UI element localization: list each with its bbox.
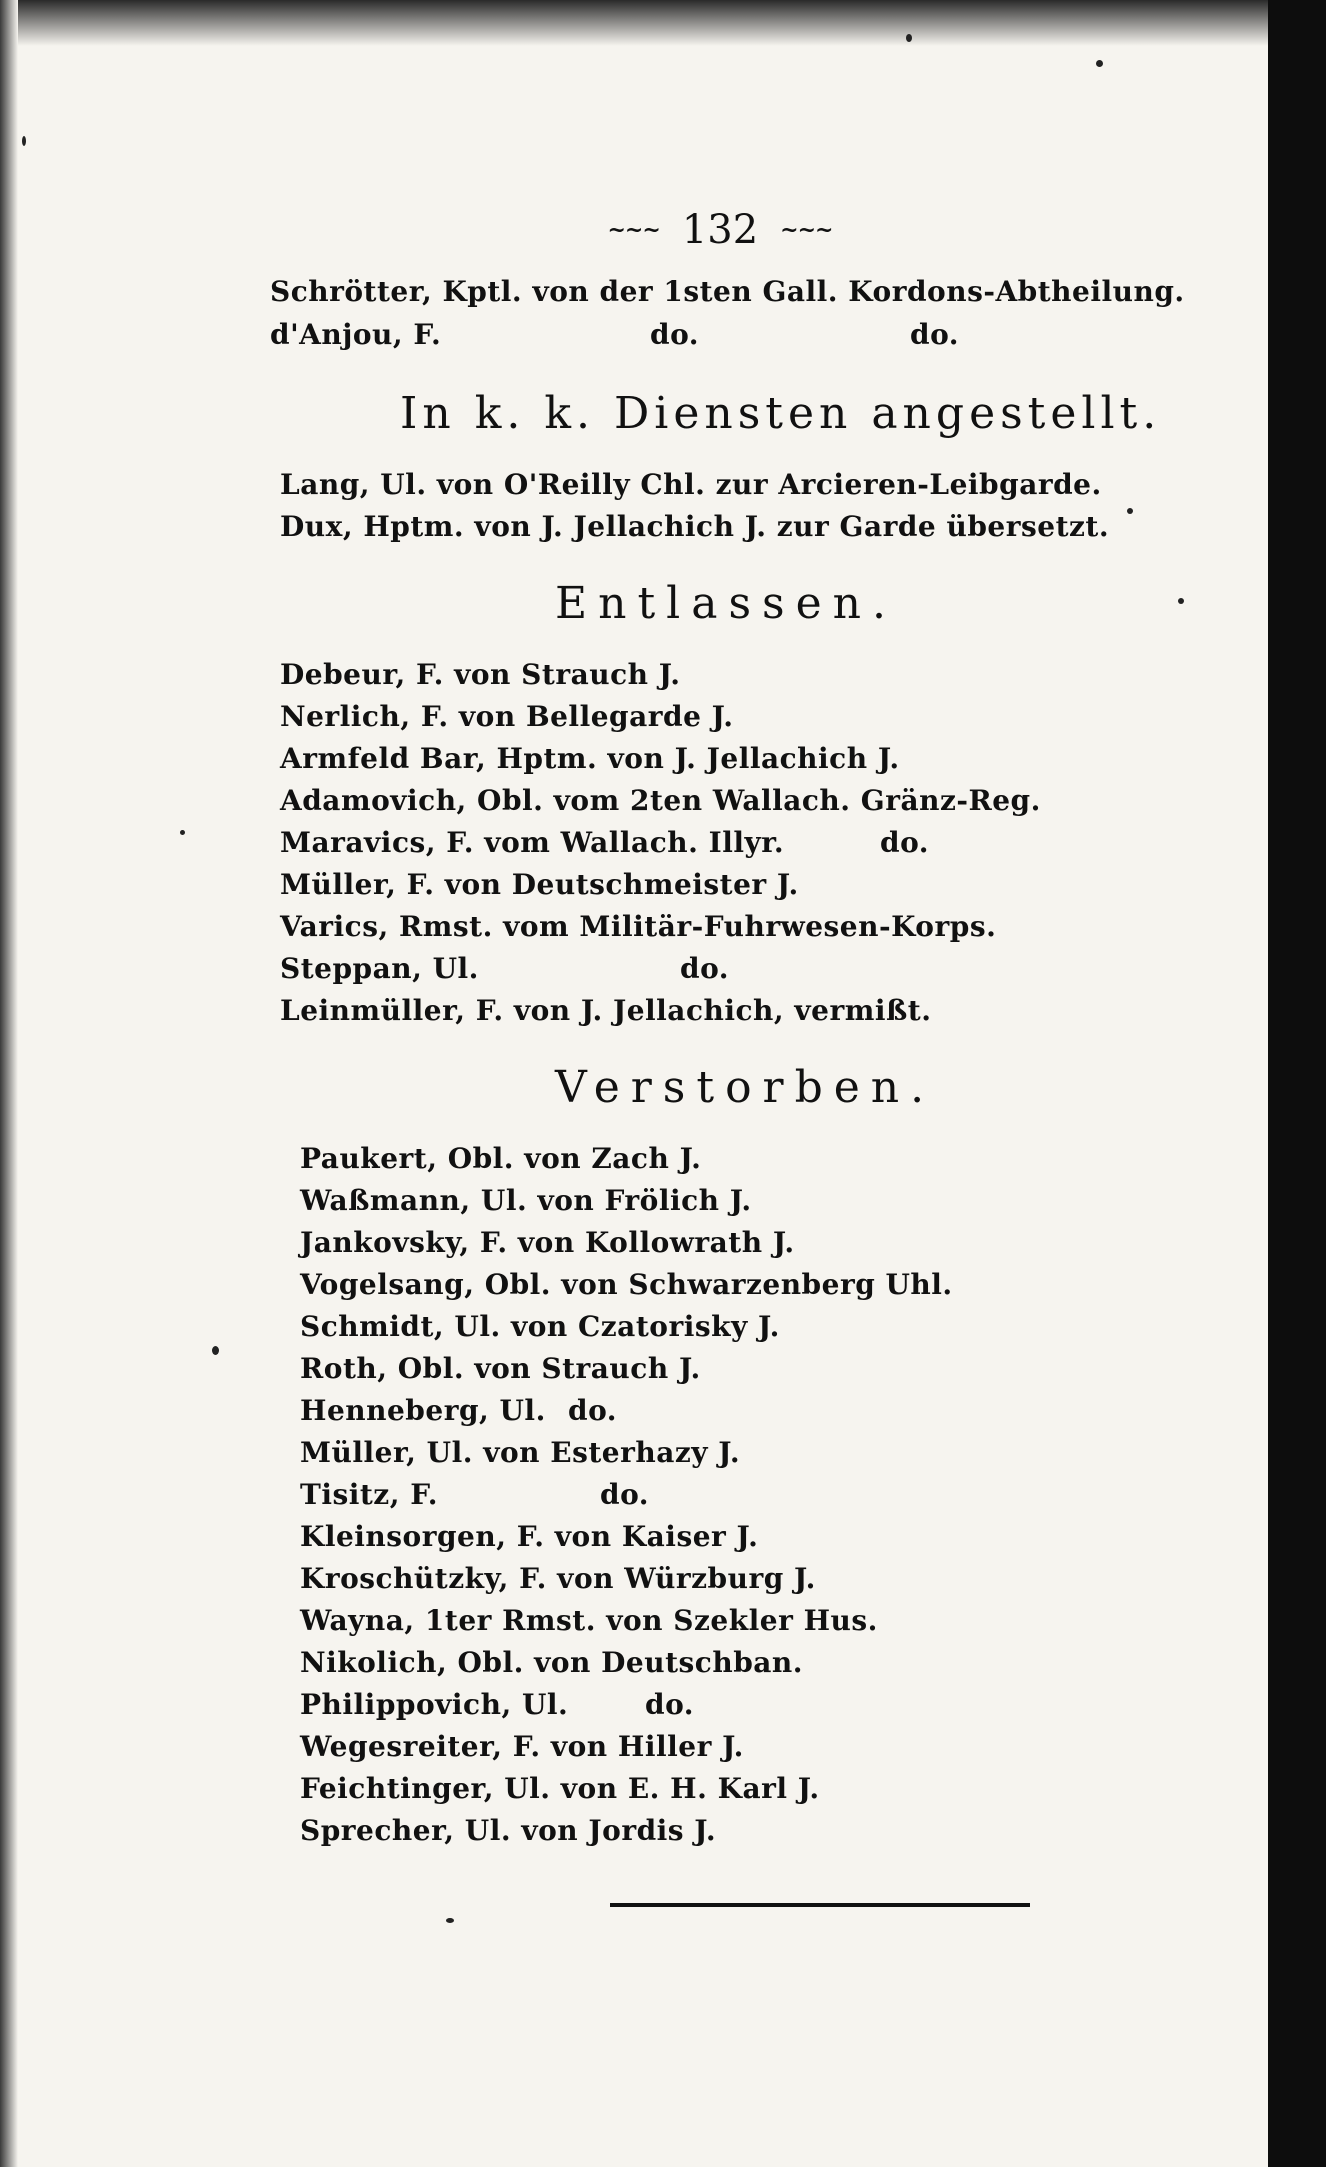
- entry-line: Maravics, F. vom Wallach. Illyr. do.: [280, 826, 930, 859]
- entry-line: Schrötter, Kptl. von der 1sten Gall. Kordons-Abtheilung.: [270, 275, 1185, 308]
- entry-line: Roth, Obl. von Strauch J.: [300, 1352, 701, 1385]
- entry-line: Waßmann, Ul. von Frölich J.: [300, 1184, 752, 1217]
- entry-line: Müller, F. von Deutschmeister J.: [280, 868, 799, 901]
- closing-rule: [610, 1903, 1030, 1907]
- entry-line: Kroschützky, F. von Würzburg J.: [300, 1562, 816, 1595]
- entry-line: Wegesreiter, F. von Hiller J.: [300, 1730, 744, 1763]
- entry-line: Henneberg, Ul. do.: [300, 1394, 618, 1427]
- entry-line: Nikolich, Obl. von Deutschban.: [300, 1646, 804, 1679]
- scan-speck: [1127, 508, 1133, 514]
- scan-speck: [1178, 598, 1184, 604]
- entry-line: Varics, Rmst. vom Militär-Fuhrwesen-Korps.: [280, 910, 997, 943]
- page-header: [590, 208, 850, 252]
- scan-speck: [180, 830, 185, 835]
- page-number: 132: [681, 207, 759, 253]
- entry-line: Müller, Ul. von Esterhazy J.: [300, 1436, 741, 1469]
- entry-line: Leinmüller, F. von J. Jellachich, vermißt.: [280, 994, 932, 1027]
- entry-line: Tisitz, F. do.: [300, 1478, 650, 1511]
- scan-speck: [906, 34, 912, 42]
- header-ornament-left: ~~~: [607, 217, 660, 243]
- entry-line: Feichtinger, Ul. von E. H. Karl J.: [300, 1772, 820, 1805]
- scan-speck: [212, 1346, 219, 1355]
- entry-line: Nerlich, F. von Bellegarde J.: [280, 700, 734, 733]
- entry-line: Jankovsky, F. von Kollowrath J.: [300, 1226, 795, 1259]
- entry-line: Philippovich, Ul. do.: [300, 1688, 695, 1721]
- section-heading-deceased: Verstorben.: [555, 1062, 936, 1113]
- entry-line: Paukert, Obl. von Zach J.: [300, 1142, 702, 1175]
- binding-edge: [1268, 0, 1326, 2167]
- entry-line: Dux, Hptm. von J. Jellachich J. zur Garde übersetzt.: [280, 510, 1110, 543]
- entry-line: Adamovich, Obl. vom 2ten Wallach. Gränz-Reg.: [280, 784, 1041, 817]
- top-scan-shadow: [0, 0, 1268, 46]
- scan-speck: [22, 136, 26, 146]
- entry-line: Wayna, 1ter Rmst. von Szekler Hus.: [300, 1604, 878, 1637]
- header-ornament-right: ~~~: [780, 217, 833, 243]
- entry-line: Steppan, Ul. do.: [280, 952, 730, 985]
- entry-line: Schmidt, Ul. von Czatorisky J.: [300, 1310, 780, 1343]
- left-scan-shadow: [0, 0, 18, 2167]
- scan-speck: [1096, 60, 1103, 67]
- section-heading-appointed: In k. k. Diensten angestellt.: [400, 388, 1162, 439]
- section-heading-dismissed: Entlassen.: [555, 578, 897, 629]
- entry-line: Kleinsorgen, F. von Kaiser J.: [300, 1520, 759, 1553]
- entry-line: Debeur, F. von Strauch J.: [280, 658, 681, 691]
- entry-line: Armfeld Bar, Hptm. von J. Jellachich J.: [280, 742, 900, 775]
- entry-line: d'Anjou, F. do. do.: [270, 318, 960, 351]
- entry-line: Sprecher, Ul. von Jordis J.: [300, 1814, 717, 1847]
- scan-speck: [446, 1918, 454, 1923]
- entry-line: Lang, Ul. von O'Reilly Chl. zur Arcieren-Leibgarde.: [280, 468, 1102, 501]
- entry-line: Vogelsang, Obl. von Schwarzenberg Uhl.: [300, 1268, 953, 1301]
